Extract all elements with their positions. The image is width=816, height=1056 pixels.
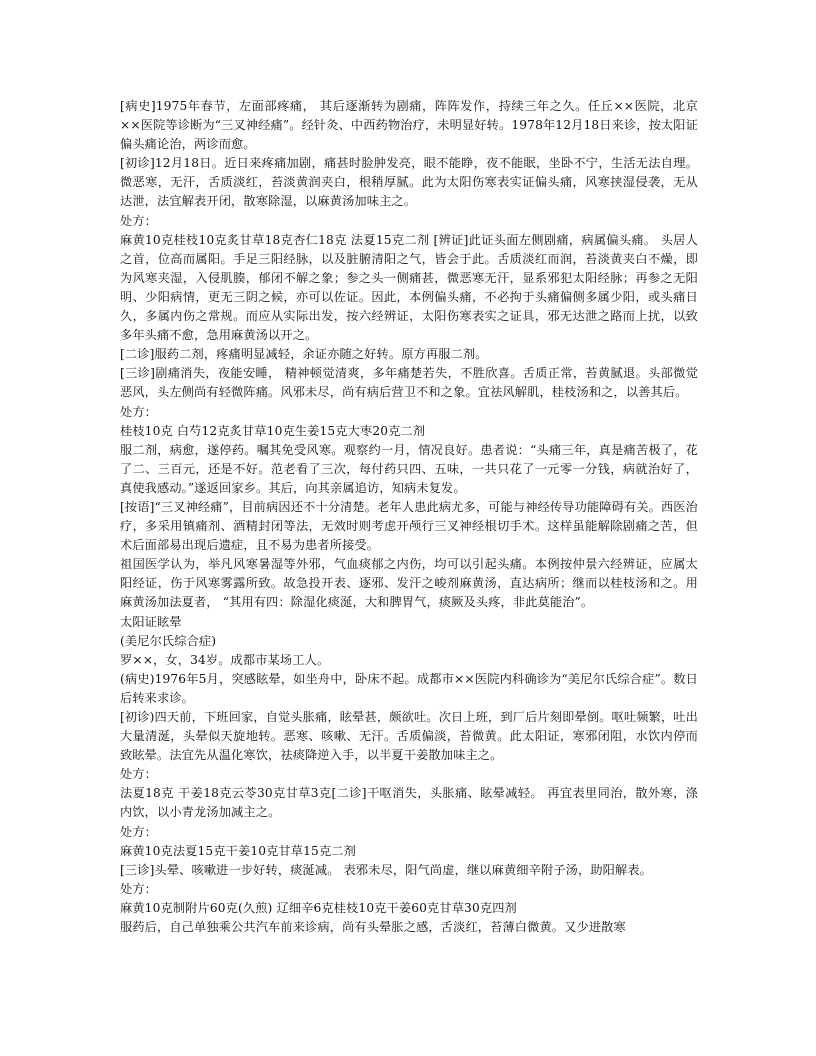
second-visit-paragraph: [二诊]服药二剂，疼痛明显减轻，余证亦随之好转。原方再服二剂。: [120, 347, 488, 362]
commentary-paragraph: [按语]“三叉神经痛”，目前病因还不十分清楚。老年人患此病尤多，可能与神经传导功能障碍有关。西医治疗，多采用镇痛剂、酒精封闭等法，无效时则考虑开颅行三叉神经根切手术。这样虽能解除剧痛之苦，但术后面部易出现后遗症，且不易为患者所接受。: [120, 499, 698, 553]
patient-info: 罗××，女，34岁。成都市某场工人。: [120, 652, 330, 667]
history-paragraph: (病史)1976年5月，突感眩晕，如坐舟中，卧床不起。成都市××医院内科确诊为“美尼尔氏综合症”。数日后转来求诊。: [120, 671, 698, 705]
prescription-line: 桂枝10克 白芍12克炙甘草10克生姜15克大枣20克二剂: [120, 423, 426, 438]
prescription-heading: 处方：: [120, 404, 158, 419]
history-paragraph: [病史]1975年春节，左面部疼痛， 其后逐渐转为剧痛，阵阵发作，持续三年之久。任丘××医院，北京××医院等诊断为“三叉神经痛”。经针灸、中西药物治疗，未明显好转。1978年12月18日来诊，按太阳证偏头痛论治，两诊而愈。: [120, 99, 698, 152]
case-title: 太阳证眩晕: [120, 614, 182, 629]
prescription-line: 麻黄10克制附片60克(久煎) 辽细辛6克桂枝10克干姜60克甘草30克四剂: [120, 900, 517, 915]
tcm-view-paragraph: 祖国医学认为，举凡风寒暑湿等外邪，气血痰郁之内伤，均可以引起头痛。本例按仲景六经辨证，应属太阳经证，伤于风寒雾露所致。故急投开表、逐邪、发汗之峻剂麻黄汤，直达病所；继而以桂枝汤和之。用麻黄汤加法夏者， “其用有四：除湿化痰涎，大和脾胃气，痰厥及头疼，非此莫能治”。: [120, 557, 698, 610]
case-subtitle: (美尼尔氏综合症): [120, 633, 217, 648]
document-body: [120, 97, 698, 937]
followup-paragraph: 服药后，自己单独乘公共汽车前来诊病，尚有头晕胀之感，舌淡红，苔薄白微黄。又少进散寒: [120, 920, 626, 935]
prescription-heading: 处方：: [120, 213, 158, 228]
prescription-and-second-visit: 法夏18克 干姜18克云苓30克甘草3克[二诊]干呕消失，头胀痛、眩晕减轻。 再宜表里同治，散外寒，涤内饮，以小青龙汤加减主之。: [120, 786, 698, 820]
prescription-line: 麻黄10克法夏15克干姜10克甘草15克二剂: [120, 843, 356, 858]
first-visit-paragraph: [初诊)四天前，下班回家，自觉头胀痛，眩晕甚，颇欲吐。次日上班，到厂后片刻即晕倒。呕吐频繁，吐出大量清涎，头晕似天旋地转。恶寒、咳嗽、无汗。舌质偏淡，苔微黄。此太阳证，寒邪闭阻，水饮内停而致眩晕。法宜先从温化寒饮，祛痰降逆入手，以半夏干姜散加味主之。: [120, 710, 698, 763]
third-visit-paragraph: [三诊]头晕、咳嗽进一步好转，痰涎减。 表邪未尽，阳气尚虚，继以麻黄细辛附子汤，助阳解表。: [120, 862, 653, 877]
prescription-heading: 处方：: [120, 881, 158, 896]
prescription-heading: 处方：: [120, 767, 158, 782]
outcome-paragraph: 服二剂，病愈，遂停药。嘱其免受风寒。观察约一月，情况良好。患者说：“头痛三年，真是痛苦极了，花了二、三百元，还是不好。范老看了三次，每付药只四、五味，一共只花了一元零一分钱，病就治好了，真使我感动。”遂返回家乡。其后，向其亲属追访，知病未复发。: [120, 442, 698, 495]
prescription-heading: 处方：: [120, 824, 158, 839]
prescription-and-analysis: 麻黄10克桂枝10克炙甘草18克杏仁18克 法夏15克二剂 [辨证]此证头面左侧剧痛，病属偏头痛。 头居人之首，位高而属阳。手足三阳经脉，以及脏腑清阳之气，皆会于此。舌质淡红而润，苔淡黄夹白不燥，即为风寒夹湿，入侵肌腠，郁闭不解之象；参之头一侧痛甚，微恶寒无汗，显系邪犯太阳经脉；再参之无阳明、少阳病情，更无三阴之候，亦可以佐证。因此，本例偏头痛，不必拘于头痛偏侧多属少阳，或头痛日久，多属内伤之常规。而应从实际出发，按六经辨证，太阳伤寒表实之证具，邪无达泄之路而上扰，以致多年头痛不愈，急用麻黄汤以开之。: [120, 232, 698, 343]
first-visit-paragraph: [初诊]12月18日。近日来疼痛加剧，痛甚时脸肿发亮，眼不能睁，夜不能眠，坐卧不宁，生活无法自理。微恶寒，无汗，舌质淡红，苔淡黄润夹白，根稍厚腻。此为太阳伤寒表实证偏头痛，风寒挟湿侵袭，无从达泄，法宜解表开闭，散寒除湿，以麻黄汤加味主之。: [120, 156, 698, 209]
third-visit-paragraph: [三诊]剧痛消失，夜能安睡， 精神顿觉清爽，多年痛楚若失，不胜欣喜。舌质正常，苔黄腻退。头部微觉恶风，头左侧尚有轻微阵痛。风邪未尽，尚有病后营卫不和之象。宜祛风解肌，桂枝汤和之，以善其后。: [120, 366, 698, 400]
